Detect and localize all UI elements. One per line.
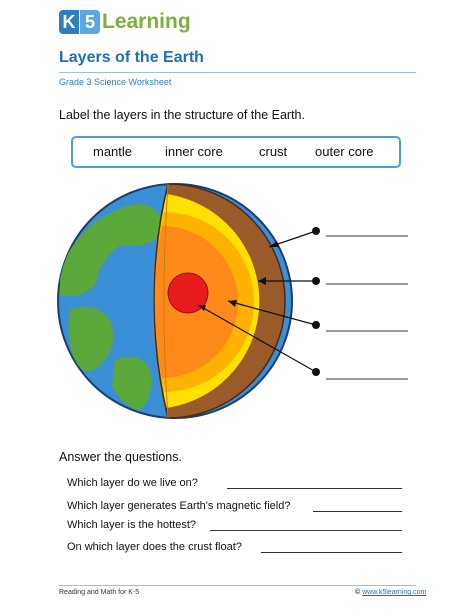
answer-line[interactable] [210,530,402,531]
question-text: Which layer do we live on? [67,477,198,489]
page-subtitle: Grade 3 Science Worksheet [59,77,172,87]
word-bank-item: mantle [93,144,133,159]
instruction-text: Label the layers in the structure of the Earth. [59,108,305,122]
earth-layers-diagram [0,170,474,440]
logo-5-block: 5 [80,10,100,34]
footer-divider [59,585,416,586]
answer-line[interactable] [313,511,402,512]
logo-wordmark: Learning [102,10,191,33]
questions-heading: Answer the questions. [59,450,182,464]
copyright-symbol: © [355,589,361,596]
page-title: Layers of the Earth [59,49,204,66]
question-text: Which layer generates Earth's magnetic field? [67,500,291,512]
answer-line[interactable] [227,488,402,489]
question-text: Which layer is the hottest? [67,519,197,531]
word-bank-item: crust [259,144,288,159]
footer-copyright [355,589,426,596]
answer-line[interactable] [261,552,402,553]
question-text: On which layer does the crust float? [67,541,242,553]
word-bank-item: inner core [165,144,223,159]
logo-k-block: K [59,10,79,34]
footer-website-link[interactable]: www.k5learning.com [362,589,427,596]
word-bank-item: outer core [315,144,374,159]
k5-logo [59,8,191,38]
cutaway-layers [153,184,285,418]
header-divider [59,72,416,73]
footer-tagline: Reading and Math for K-5 [59,589,140,596]
